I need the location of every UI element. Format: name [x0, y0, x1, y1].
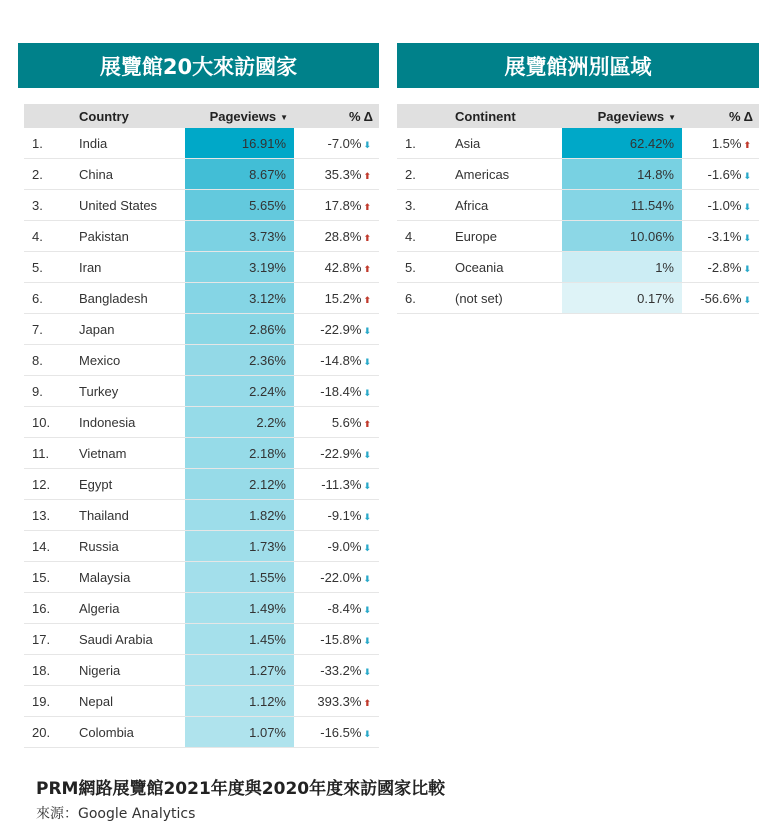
country-row-delta: [294, 159, 379, 190]
continents-title: 展覽館洲別區域: [397, 43, 759, 88]
country-row-name-text: Turkey: [79, 383, 119, 399]
country-row-delta-text: -7.0%: [327, 135, 362, 151]
country-row-delta-text: -22.9%: [320, 321, 362, 337]
sort-desc-icon: ▼: [668, 112, 676, 122]
arrow-up-icon: ⬆: [363, 418, 371, 429]
country-row-pageviews: [185, 717, 294, 748]
country-row-pageviews: [185, 531, 294, 562]
country-row-name: [73, 469, 185, 500]
country-row-pageviews-text: 1.07%: [249, 724, 286, 740]
arrow-down-icon: ⬇: [743, 263, 751, 274]
arrow-down-icon: ⬇: [363, 542, 371, 553]
country-row-index: [24, 190, 73, 221]
country-row-delta-text: 15.2%: [324, 290, 362, 306]
country-row-index: [24, 624, 73, 655]
country-row-index: [24, 469, 73, 500]
continent-row: [397, 128, 759, 159]
continents-table: [397, 104, 759, 314]
country-row-index-text: 4.: [32, 228, 43, 244]
country-row-pageviews: [185, 190, 294, 221]
country-row-delta-text: -18.4%: [320, 383, 362, 399]
country-row-index: [24, 283, 73, 314]
continent-row-delta: [682, 283, 759, 314]
country-row-index: [24, 314, 73, 345]
arrow-up-icon: ⬆: [743, 139, 751, 150]
continent-row-pageviews-text: 14.8%: [637, 166, 674, 182]
country-row-pageviews-text: 2.36%: [249, 352, 286, 368]
country-row-pageviews-text: 2.86%: [249, 321, 286, 337]
country-row-name: [73, 686, 185, 717]
country-row-delta-text: 35.3%: [324, 166, 362, 182]
country-row-pageviews-text: 16.91%: [241, 135, 286, 151]
country-row-delta: [294, 500, 379, 531]
arrow-down-icon: ⬇: [743, 201, 751, 212]
country-row-delta-text: -22.9%: [320, 445, 362, 461]
country-row-name: [73, 407, 185, 438]
country-row-delta: [294, 407, 379, 438]
arrow-down-icon: ⬇: [363, 604, 371, 615]
country-row-delta: [294, 655, 379, 686]
country-row-delta-text: -33.2%: [320, 662, 362, 678]
country-row-name: [73, 159, 185, 190]
country-row-delta-text: 393.3%: [317, 693, 362, 709]
continent-row-name: [449, 252, 562, 283]
continent-row-name-text: Europe: [455, 228, 497, 244]
country-row: [24, 190, 379, 221]
country-row-name-text: Nepal: [79, 693, 113, 709]
country-row-name: [73, 283, 185, 314]
country-row-index: [24, 252, 73, 283]
countries-panel: [18, 43, 379, 748]
country-row-name: [73, 221, 185, 252]
continent-row-name-text: Oceania: [455, 259, 504, 275]
arrow-down-icon: ⬇: [363, 511, 371, 522]
country-row: [24, 531, 379, 562]
country-row-delta: [294, 717, 379, 748]
country-row-pageviews-text: 1.73%: [249, 538, 286, 554]
country-row-pageviews: [185, 500, 294, 531]
country-row: [24, 562, 379, 593]
continent-row-delta-text: -56.6%: [700, 290, 742, 306]
country-row-pageviews-text: 1.12%: [249, 693, 286, 709]
country-row-name: [73, 655, 185, 686]
country-row-name: [73, 438, 185, 469]
country-row-index-text: 9.: [32, 383, 43, 399]
country-row-index-text: 20.: [32, 724, 51, 740]
country-row-delta: [294, 469, 379, 500]
country-row-delta-text: -9.0%: [327, 538, 362, 554]
continent-row-delta-text: -3.1%: [707, 228, 742, 244]
country-row-delta-text: 42.8%: [324, 259, 362, 275]
continent-row-delta-text: -1.0%: [707, 197, 742, 213]
countries-col-pageviews[interactable]: [185, 104, 294, 128]
country-row-index: [24, 500, 73, 531]
country-row: [24, 407, 379, 438]
arrow-up-icon: ⬆: [363, 294, 371, 305]
continents-body: [397, 128, 759, 314]
country-row-delta-text: 28.8%: [324, 228, 362, 244]
continents-col-continent[interactable]: Continent: [449, 104, 562, 128]
country-row-pageviews-text: 8.67%: [249, 166, 286, 182]
countries-col-pageviews-label: Pageviews: [209, 108, 277, 124]
continent-row-index: [397, 159, 449, 190]
country-row-delta: [294, 345, 379, 376]
country-row-delta-text: -15.8%: [320, 631, 362, 647]
continent-row-index-text: 5.: [405, 259, 416, 275]
continent-row-delta: [682, 252, 759, 283]
continent-row-pageviews-text: 0.17%: [637, 290, 674, 306]
country-row-pageviews: [185, 593, 294, 624]
continents-col-index: [397, 104, 449, 128]
countries-title: 展覽館20大來訪國家: [18, 43, 379, 88]
country-row-pageviews: [185, 283, 294, 314]
arrow-down-icon: ⬇: [363, 449, 371, 460]
continent-row-delta: [682, 221, 759, 252]
country-row-pageviews-text: 3.12%: [249, 290, 286, 306]
country-row-index-text: 18.: [32, 662, 51, 678]
country-row-name-text: United States: [79, 197, 158, 213]
country-row-pageviews: [185, 221, 294, 252]
country-row-delta: [294, 376, 379, 407]
continent-row-delta: [682, 159, 759, 190]
country-row-delta: [294, 314, 379, 345]
continent-row-pageviews: [562, 252, 682, 283]
country-row-index: [24, 407, 73, 438]
continents-col-delta[interactable]: % Δ: [682, 104, 759, 128]
country-row-pageviews: [185, 655, 294, 686]
country-row-pageviews: [185, 376, 294, 407]
country-row: [24, 345, 379, 376]
continent-row-pageviews-text: 62.42%: [629, 135, 674, 151]
continent-row-name: [449, 221, 562, 252]
country-row-index-text: 19.: [32, 693, 51, 709]
country-row-pageviews-text: 3.73%: [249, 228, 286, 244]
country-row-name: [73, 128, 185, 159]
continent-row-name: [449, 159, 562, 190]
continent-row-index: [397, 252, 449, 283]
country-row-pageviews: [185, 128, 294, 159]
country-row-name: [73, 314, 185, 345]
continent-row-pageviews: [562, 221, 682, 252]
country-row-delta: [294, 438, 379, 469]
arrow-up-icon: ⬆: [363, 170, 371, 181]
continent-row-pageviews: [562, 283, 682, 314]
arrow-down-icon: ⬇: [363, 666, 371, 677]
country-row-index-text: 5.: [32, 259, 43, 275]
country-row-pageviews: [185, 624, 294, 655]
continents-panel: [397, 43, 759, 314]
countries-body: [24, 128, 379, 748]
country-row-name: [73, 376, 185, 407]
country-row-pageviews-text: 2.2%: [256, 414, 286, 430]
caption: [36, 774, 445, 823]
country-row: [24, 252, 379, 283]
arrow-up-icon: ⬆: [363, 201, 371, 212]
country-row-name-text: Russia: [79, 538, 119, 554]
country-row-delta-text: -22.0%: [320, 569, 362, 585]
country-row-name: [73, 190, 185, 221]
country-row-delta: [294, 531, 379, 562]
country-row-name-text: India: [79, 135, 108, 151]
country-row-delta-text: -16.5%: [320, 724, 362, 740]
country-row-pageviews-text: 1.45%: [249, 631, 286, 647]
country-row-name-text: Pakistan: [79, 228, 129, 244]
continent-row-index-text: 1.: [405, 135, 416, 151]
country-row-delta: [294, 128, 379, 159]
country-row: [24, 469, 379, 500]
country-row-pageviews-text: 2.24%: [249, 383, 286, 399]
country-row-index-text: 3.: [32, 197, 43, 213]
country-row-name: [73, 593, 185, 624]
country-row-delta: [294, 624, 379, 655]
continent-row: [397, 159, 759, 190]
country-row-index: [24, 562, 73, 593]
country-row-index: [24, 717, 73, 748]
country-row-index-text: 17.: [32, 631, 51, 647]
country-row-name-text: Nigeria: [79, 662, 121, 678]
country-row-name: [73, 252, 185, 283]
arrow-down-icon: ⬇: [743, 170, 751, 181]
arrow-up-icon: ⬆: [363, 697, 371, 708]
country-row-name: [73, 717, 185, 748]
country-row-name-text: Malaysia: [79, 569, 131, 585]
country-row-index-text: 10.: [32, 414, 51, 430]
continent-row-pageviews: [562, 190, 682, 221]
arrow-down-icon: ⬇: [743, 232, 751, 243]
country-row-name-text: Iran: [79, 259, 102, 275]
continent-row-name-text: Americas: [455, 166, 510, 182]
country-row: [24, 128, 379, 159]
arrow-down-icon: ⬇: [743, 294, 751, 305]
country-row-name: [73, 562, 185, 593]
continent-row-index: [397, 283, 449, 314]
country-row-pageviews: [185, 159, 294, 190]
countries-col-country[interactable]: Country: [73, 104, 185, 128]
country-row-index: [24, 159, 73, 190]
country-row-name-text: Saudi Arabia: [79, 631, 153, 647]
country-row: [24, 221, 379, 252]
continents-header-row: [397, 104, 759, 128]
country-row: [24, 593, 379, 624]
country-row-delta-text: 17.8%: [324, 197, 362, 213]
country-row-index-text: 2.: [32, 166, 43, 182]
caption-source: 來源：Google Analytics: [36, 806, 196, 822]
continent-row-index-text: 6.: [405, 290, 416, 306]
country-row-pageviews-text: 1.55%: [249, 569, 286, 585]
arrow-down-icon: ⬇: [363, 573, 371, 584]
arrow-up-icon: ⬆: [363, 263, 371, 274]
continent-row-name: [449, 283, 562, 314]
country-row-index-text: 7.: [32, 321, 43, 337]
country-row-index-text: 6.: [32, 290, 43, 306]
country-row-index: [24, 376, 73, 407]
country-row-index: [24, 438, 73, 469]
continent-row-delta-text: -2.8%: [707, 259, 742, 275]
country-row-delta: [294, 190, 379, 221]
continent-row: [397, 283, 759, 314]
country-row-pageviews-text: 2.12%: [249, 476, 286, 492]
country-row-pageviews-text: 1.82%: [249, 507, 286, 523]
continent-row-delta-text: -1.6%: [707, 166, 742, 182]
country-row-delta: [294, 686, 379, 717]
country-row-index-text: 8.: [32, 352, 43, 368]
country-row-delta-text: 5.6%: [331, 414, 362, 430]
country-row-index-text: 15.: [32, 569, 51, 585]
country-row-pageviews: [185, 314, 294, 345]
continent-row: [397, 190, 759, 221]
country-row-index-text: 1.: [32, 135, 43, 151]
continent-row: [397, 252, 759, 283]
continent-row-pageviews: [562, 128, 682, 159]
country-row-index-text: 13.: [32, 507, 51, 523]
arrow-down-icon: ⬇: [363, 139, 371, 150]
country-row-delta-text: -9.1%: [327, 507, 362, 523]
arrow-down-icon: ⬇: [363, 480, 371, 491]
country-row: [24, 686, 379, 717]
country-row-index-text: 14.: [32, 538, 51, 554]
continent-row-name-text: (not set): [455, 290, 503, 306]
country-row-delta-text: -8.4%: [327, 600, 362, 616]
continent-row-name: [449, 190, 562, 221]
continents-col-pageviews[interactable]: [562, 104, 682, 128]
country-row-name-text: Japan: [79, 321, 115, 337]
country-row-pageviews: [185, 469, 294, 500]
country-row-delta: [294, 593, 379, 624]
continent-row-delta: [682, 128, 759, 159]
country-row-pageviews: [185, 407, 294, 438]
continent-row: [397, 221, 759, 252]
country-row-name-text: China: [79, 166, 113, 182]
country-row-name-text: Thailand: [79, 507, 129, 523]
country-row: [24, 314, 379, 345]
continent-row-pageviews-text: 10.06%: [629, 228, 674, 244]
country-row: [24, 500, 379, 531]
country-row-index: [24, 345, 73, 376]
country-row-pageviews-text: 2.18%: [249, 445, 286, 461]
country-row-pageviews: [185, 686, 294, 717]
continent-row-name: [449, 128, 562, 159]
country-row-index-text: 12.: [32, 476, 51, 492]
continent-row-index: [397, 128, 449, 159]
country-row: [24, 624, 379, 655]
continent-row-pageviews: [562, 159, 682, 190]
caption-title: PRM網路展覽館2021年度與2020年度來訪國家比較: [36, 779, 446, 799]
continent-row-pageviews-text: 1%: [655, 259, 674, 275]
arrow-up-icon: ⬆: [363, 232, 371, 243]
continent-row-index-text: 4.: [405, 228, 416, 244]
country-row-delta-text: -14.8%: [320, 352, 362, 368]
continent-row-index-text: 2.: [405, 166, 416, 182]
continent-row-index: [397, 221, 449, 252]
country-row-pageviews: [185, 438, 294, 469]
country-row: [24, 159, 379, 190]
country-row-index: [24, 686, 73, 717]
country-row: [24, 438, 379, 469]
country-row-index: [24, 655, 73, 686]
continent-row-index-text: 3.: [405, 197, 416, 213]
country-row-name-text: Indonesia: [79, 414, 136, 430]
country-row-pageviews-text: 5.65%: [249, 197, 286, 213]
country-row-name-text: Colombia: [79, 724, 134, 740]
continent-row-delta-text: 1.5%: [711, 135, 742, 151]
country-row-index-text: 16.: [32, 600, 51, 616]
country-row-name: [73, 500, 185, 531]
country-row-index: [24, 593, 73, 624]
countries-header-row: [24, 104, 379, 128]
country-row-name-text: Vietnam: [79, 445, 127, 461]
country-row-index: [24, 221, 73, 252]
arrow-down-icon: ⬇: [363, 728, 371, 739]
country-row-index: [24, 128, 73, 159]
country-row-delta: [294, 252, 379, 283]
country-row-name: [73, 345, 185, 376]
country-row-pageviews-text: 1.27%: [249, 662, 286, 678]
sort-desc-icon: ▼: [280, 112, 288, 122]
country-row: [24, 283, 379, 314]
countries-col-delta[interactable]: % Δ: [294, 104, 379, 128]
country-row-delta: [294, 283, 379, 314]
country-row-delta-text: -11.3%: [321, 476, 362, 492]
country-row-name-text: Bangladesh: [79, 290, 148, 306]
continent-row-name-text: Asia: [455, 135, 481, 151]
country-row: [24, 655, 379, 686]
country-row-delta: [294, 562, 379, 593]
countries-table: [24, 104, 379, 748]
arrow-down-icon: ⬇: [363, 325, 371, 336]
country-row-name: [73, 531, 185, 562]
country-row-index-text: 11.: [32, 445, 50, 461]
country-row-pageviews-text: 1.49%: [249, 600, 286, 616]
country-row-pageviews-text: 3.19%: [249, 259, 286, 275]
country-row-index: [24, 531, 73, 562]
arrow-down-icon: ⬇: [363, 356, 371, 367]
continents-col-pageviews-label: Pageviews: [597, 108, 665, 124]
country-row: [24, 376, 379, 407]
continent-row-index: [397, 190, 449, 221]
country-row-pageviews: [185, 345, 294, 376]
country-row-name-text: Egypt: [79, 476, 113, 492]
continent-row-pageviews-text: 11.54%: [630, 197, 674, 213]
continent-row-delta: [682, 190, 759, 221]
country-row-pageviews: [185, 252, 294, 283]
country-row: [24, 717, 379, 748]
country-row-name-text: Mexico: [79, 352, 121, 368]
country-row-name: [73, 624, 185, 655]
arrow-down-icon: ⬇: [363, 387, 371, 398]
arrow-down-icon: ⬇: [363, 635, 371, 646]
country-row-delta: [294, 221, 379, 252]
country-row-name-text: Algeria: [79, 600, 120, 616]
country-row-pageviews: [185, 562, 294, 593]
countries-col-index: [24, 104, 73, 128]
continent-row-name-text: Africa: [455, 197, 489, 213]
